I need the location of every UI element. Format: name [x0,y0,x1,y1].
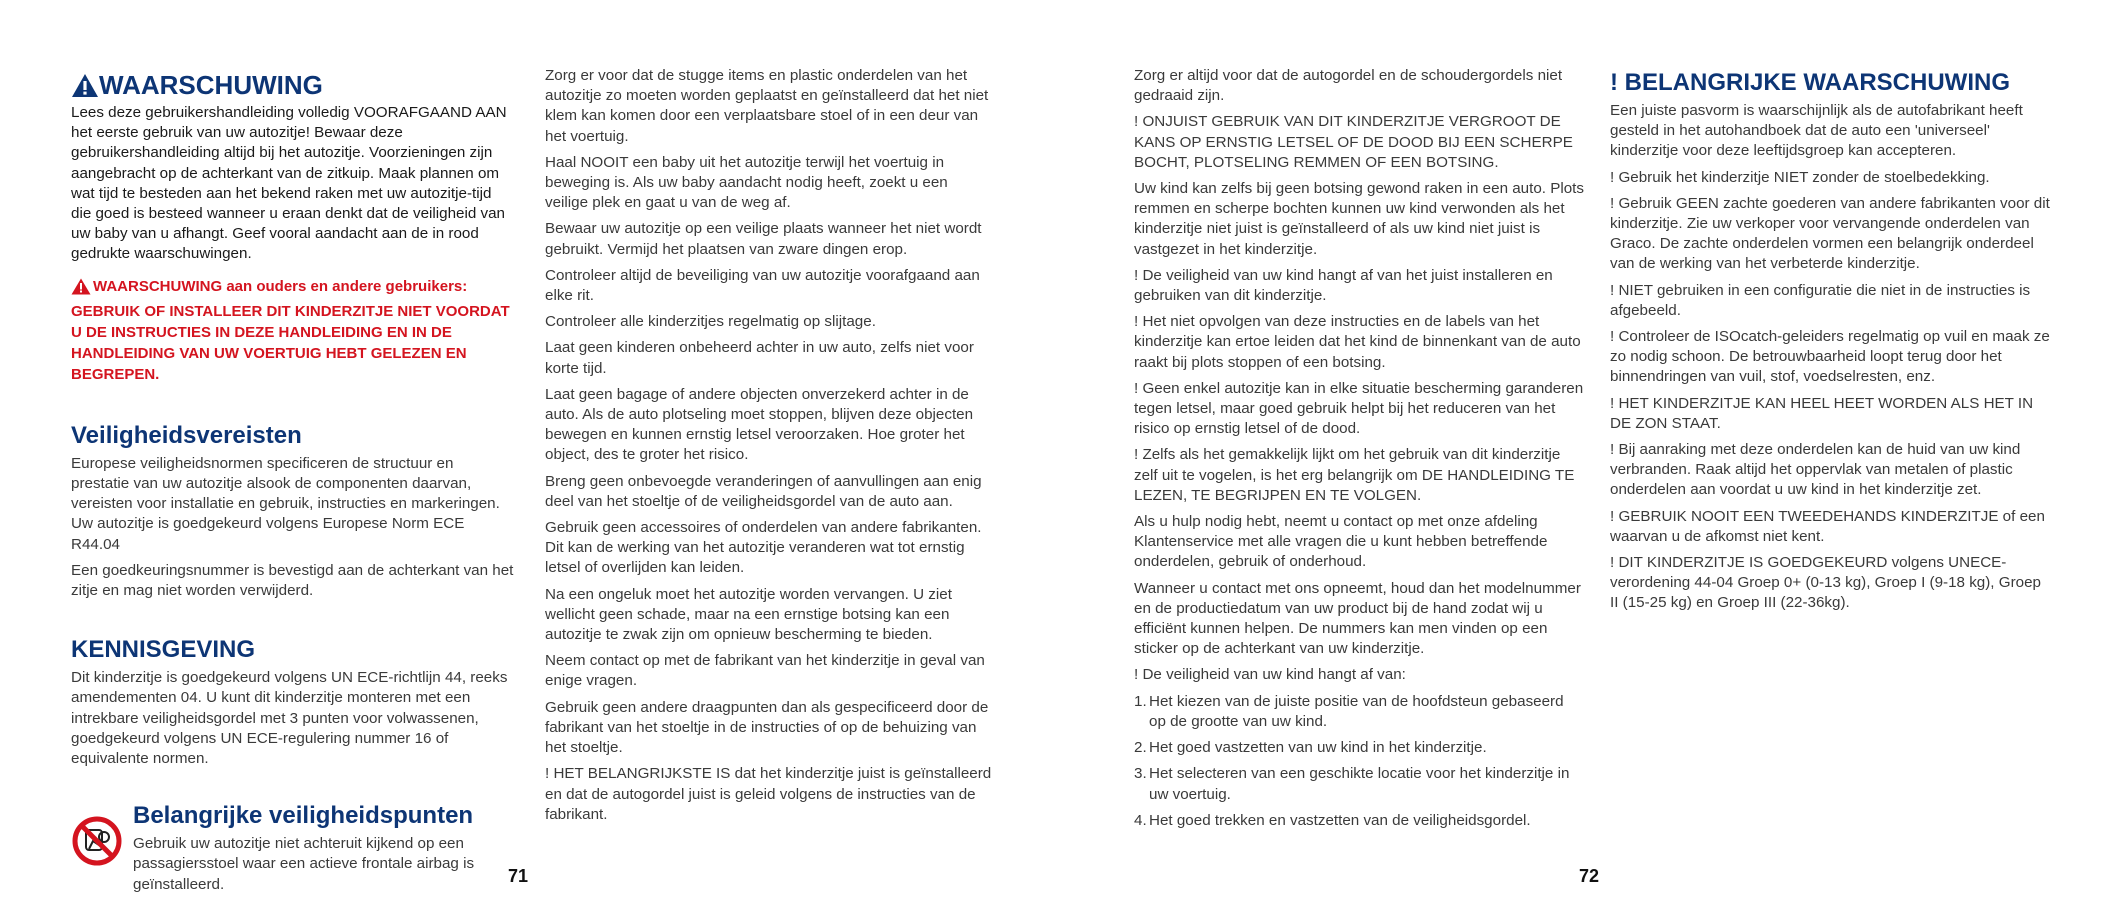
warning-title-text: WAARSCHUWING [99,70,323,100]
parents-warning-heading-text: WAARSCHUWING aan ouders en andere gebruikers: [93,277,468,295]
body-paragraph: Zorg er altijd voor dat de autogordel en de schoudergordels niet gedraaid zijn. [1134,67,1563,105]
safety-requirements-section [71,421,514,601]
body-paragraph: ! ONJUIST GEBRUIK VAN DIT KINDERZITJE VERGROOT DE KANS OP ERNSTIG LETSEL OF DE DOOD BIJ EEN SCHERPE BOCHT, PLOTSELING REMMEN OF EEN BOTSING. [1134,113,1573,171]
body-paragraph: Neem contact op met de fabrikant van het kinderzitje in geval van enige vragen. [545,652,985,690]
parents-warning-heading [71,277,514,297]
body-paragraph: Controleer alle kinderzitjes regelmatig op slijtage. [545,313,876,331]
notice-title: KENNISGEVING [71,636,256,664]
safety-requirements-title: Veiligheidsvereisten [71,421,302,449]
list-item-text: Het goed vastzetten van uw kind in het kinderzitje. [1149,739,1487,757]
list-item [1134,811,1584,831]
body-paragraph: Bewaar uw autozitje op een veilige plaats wanneer het niet wordt gebruikt. Vermijd het plaatsen van zware dingen erop. [545,220,982,258]
body-paragraph: ! DIT KINDERZITJE IS GOEDGEKEURD volgens UNECE-verordening 44-04 Groep 0+ (0-13 kg), Groep I (9-18 kg), Groep II (15-25 kg) en Groep III (22-36kg). [1610,554,2041,612]
list-item-text: Het goed trekken en vastzetten van de veiligheidsgordel. [1149,811,1531,829]
body-paragraph: ! De veiligheid van uw kind hangt af van: [1134,666,1406,684]
body-paragraph: ! De veiligheid van uw kind hangt af van het juist installeren en gebruiken van dit kinderzitje. [1134,266,1553,305]
body-paragraph: Laat geen kinderen onbeheerd achter in uw auto, zelfs niet voor korte tijd. [545,339,974,377]
no-airbag-icon [71,815,123,867]
warning-triangle-icon [71,278,91,295]
list-item-text: Het kiezen van de juiste positie van de hoofdsteun gebaseerd op de grootte van uw kind. [1149,692,1564,730]
body-paragraph: ! Controleer de ISOcatch-geleiders regelmatig op vuil en maak ze zo nodig schoon. De betrouwbaarheid loopt terug door het binnendringen van vuil, stof, voedselresten, enz. [1610,328,2050,386]
notice-section [71,635,514,769]
page72-column1 [1134,66,1584,837]
page-number: 71 [508,866,529,886]
safety-requirements-paragraph: Europese veiligheidsnormen specificeren de structuur en prestatie van uw autozitje alsook de componenten daarvan, vereisten voor installatie en gebruik, instructies en markeringen. Uw autozitje is goedgekeurd volgens Europese Norm ECE R44.04 [71,454,500,553]
page71-column1 [71,66,514,901]
warning-triangle-icon [71,73,99,98]
safety-factors-list [1134,692,1584,831]
safety-points-body [133,801,514,901]
list-item [1134,764,1584,804]
body-paragraph: Uw kind kan zelfs bij geen botsing gewond raken in een auto. Plots remmen en scherpe bochten kunnen uw kind verwonden als het kinderzitje niet juist is geïnstalleerd of als uw kind niet juist is vastgezet in het kinderzitje. [1134,180,1584,258]
body-paragraph: Laat geen bagage of andere objecten onverzekerd achter in de auto. Als de auto plotseling moet stoppen, blijven deze objecten bewegen en kunnen ernstig letsel veroorzaken. Hoe groter het object, des te groter het risico. [545,385,974,464]
body-paragraph: Haal NOOIT een baby uit het autozitje terwijl het voertuig in beweging is. Als uw baby aandacht nodig heeft, zoekt u een veilige plek en gaat u van de weg af. [545,153,948,212]
safety-points-text: Gebruik uw autozitje niet achteruit kijkend op een passagiersstoel waar een actieve frontale airbag is geïnstalleerd. [133,835,475,893]
safety-points-title: Belangrijke veiligheidspunten [133,802,474,830]
safety-requirements-paragraph: Een goedkeuringsnummer is bevestigd aan de achterkant van het zitje en mag niet worden verwijderd. [71,561,514,600]
list-item-number: 4. [1134,811,1147,829]
body-paragraph: Zorg er voor dat de stugge items en plastic onderdelen van het autozitje zo moeten worden geplaatst en geïnstalleerd dat het niet klem kan komen door een verplaatsbare stoel of in een deur van het voertuig. [545,67,989,145]
list-item [1134,738,1584,758]
body-paragraph: ! GEBRUIK NOOIT EEN TWEEDEHANDS KINDERZITJE of een waarvan u de afkomst niet kent. [1610,507,2045,545]
body-paragraph: Na een ongeluk moet het autozitje worden vervangen. U ziet wellicht geen schade, maar na een ernstige botsing kan een autozitje te zwak zijn om opnieuw bescherming te bieden. [545,585,952,644]
list-item-number: 1. [1134,692,1147,710]
page71-column2 [545,66,995,831]
body-paragraph: Gebruik geen andere draagpunten dan als gespecificeerd door de fabrikant van het stoeltje in de instructies of op de behuizing van het stoeltje. [545,698,989,757]
body-paragraph: Controleer altijd de beveiliging van uw autozitje voorafgaand aan elke rit. [545,266,980,305]
body-paragraph: ! Bij aanraking met deze onderdelen kan de huid van uw kind verbranden. Raak altijd het oppervlak van metalen of plastic onderdelen aan voordat u uw kind in het kinderzitje zet. [1610,441,2021,499]
body-paragraph: Wanneer u contact met ons opneemt, houd dan het modelnummer en de productiedatum van uw product bij de hand zodat wij u efficiënt kunnen helpen. De nummers kan men vinden op een sticker op de achterkant van uw kinderzitje. [1134,579,1581,658]
list-item-number: 3. [1134,765,1147,783]
warning-intro: Lees deze gebruikershandleiding volledig VOORAFGAAND AAN het eerste gebruik van uw autozitje! Bewaar deze gebruikershandleiding altijd bij het autozitje. Voorzieningen zijn aangebracht op de achterkant van de zitkuip. Maak plannen om wat tijd te besteden aan het bekend raken met uw autozitje-tijd die goed is besteed wanneer u eraan denkt dat de veiligheid van uw baby van u afhangt. Geef vooral aandacht aan de in rood gedrukte waarschuwingen. [71,104,507,263]
body-paragraph: ! Gebruik GEEN zachte goederen van andere fabrikanten voor dit kinderzitje. Zie uw verkoper voor vervangende onderdelen van Graco. De zachte onderdelen vormen een belangrijk onderdeel van de werking van het verbeterde kinderzitje. [1610,194,2050,273]
body-paragraph: ! NIET gebruiken in een configuratie die niet in de instructies is afgebeeld. [1610,281,2031,319]
page-number: 72 [1579,866,1600,886]
safety-points-section [71,801,514,901]
body-paragraph: Een juiste pasvorm is waarschijnlijk als de autofabrikant heeft gesteld in het autohandboek dat de auto een 'universeel' kinderzitje voor deze leeftijdsgroep kan accepteren. [1610,102,2023,160]
list-item-number: 2. [1134,739,1147,757]
body-paragraph: ! Geen enkel autozitje kan in elke situatie bescherming garanderen tegen letsel, maar goed gebruik helpt bij het reduceren van het risico op ernstig letsel of de dood. [1134,379,1584,438]
body-paragraph: ! Het niet opvolgen van deze instructies en de labels van het kinderzitje kan ertoe leiden dat het kind de binnenkant van de auto raakt bij plots stoppen of een botsing. [1134,313,1581,371]
notice-text: Dit kinderzitje is goedgekeurd volgens UN ECE-richtlijn 44, reeks amendementen 04. U kunt dit kinderzitje monteren met een intrekbare veiligheidsgordel met 3 punten voor volwassenen, goedgekeurd volgens UN ECE-regulering nummer 16 of equivalente normen. [71,669,508,768]
body-paragraph: Als u hulp nodig hebt, neemt u contact op met onze afdeling Klantenservice met alle vragen die u kunt hebben betreffende onderdelen, gebruik of onderhoud. [1134,513,1548,571]
body-paragraph: ! HET BELANGRIJKSTE IS dat het kinderzitje juist is geïnstalleerd en dat de autogordel juist is geleid volgens de instructies van de fabrikant. [545,765,992,823]
warning-title [71,70,514,100]
body-paragraph: Gebruik geen accessoires of onderdelen van andere fabrikanten. Dit kan de werking van het autozitje veranderen wat tot ernstig letsel of overlijden kan leiden. [545,519,982,577]
important-warning-title: ! BELANGRIJKE WAARSCHUWING [1610,69,2010,96]
body-paragraph: ! HET KINDERZITJE KAN HEEL HEET WORDEN ALS HET IN DE ZON STAAT. [1610,394,2034,432]
page72-column2 [1610,66,2052,620]
parents-warning-text: GEBRUIK OF INSTALLEER DIT KINDERZITJE NIET VOORDAT U DE INSTRUCTIES IN DEZE HANDLEIDING EN IN DE HANDLEIDING VAN UW VOERTUIG HEBT GELEZEN EN BEGREPEN. [71,302,510,383]
list-item-text: Het selecteren van een geschikte locatie voor het kinderzitje in uw voertuig. [1149,765,1570,803]
body-paragraph: Breng geen onbevoegde veranderingen of aanvullingen aan enig deel van het stoeltje of de veiligheidsgordel van de auto aan. [545,472,982,510]
body-paragraph: ! Gebruik het kinderzitje NIET zonder de stoelbedekking. [1610,168,1990,186]
list-item [1134,692,1584,732]
body-paragraph: ! Zelfs als het gemakkelijk lijkt om het gebruik van dit kinderzitje zelf uit te vogelen, is het erg belangrijk om DE HANDLEIDING TE LEZEN, TE BEGRIJPEN EN TE VOLGEN. [1134,446,1575,504]
